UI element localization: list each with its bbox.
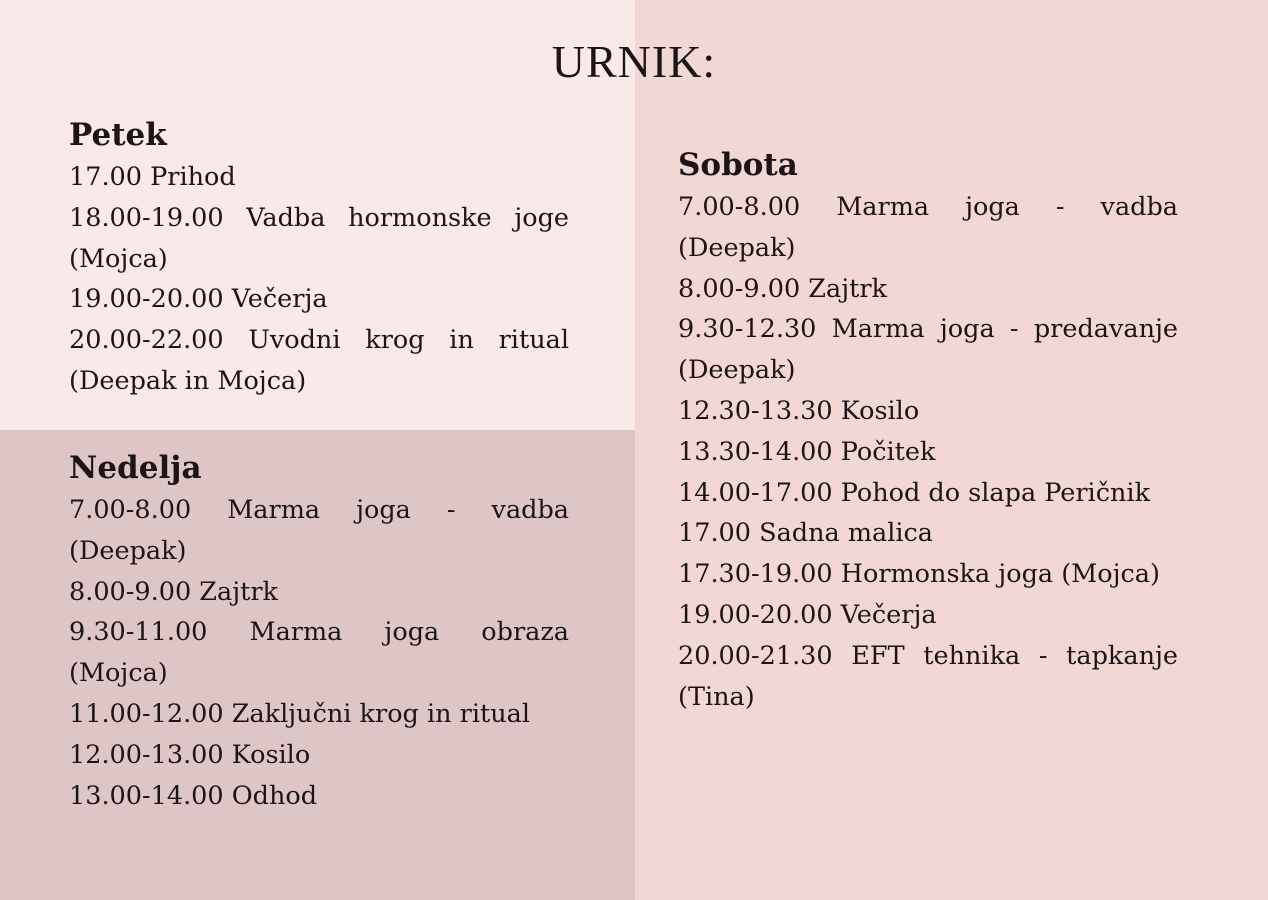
schedule-entry: 20.00-22.00 Uvodni krog in ritual (Deepak in Mojca) [69, 325, 569, 396]
schedule-entry: 9.30-12.30 Marma joga - predavanje (Deepak) [678, 314, 1178, 386]
schedule-entry: 14.00-17.00 Pohod do slapa Peričnik [678, 477, 1151, 508]
schedule-entry: 20.00-21.30 EFT tehnika - tapkanje (Tina) [678, 640, 1178, 712]
day-saturday [678, 143, 1178, 717]
day-sunday [69, 446, 569, 816]
schedule-entry: 7.00-8.00 Marma joga - vadba (Deepak) [678, 192, 1178, 263]
schedule-entry: 19.00-20.00 Večerja [678, 599, 937, 630]
schedule-entry: 12.30-13.30 Kosilo [678, 395, 920, 426]
schedule-entry: 8.00-9.00 Zajtrk [69, 576, 278, 607]
page-title: URNIK: [551, 36, 717, 87]
day-heading-friday: Petek [69, 117, 167, 153]
schedule-entry: 17.00 Sadna malica [678, 518, 934, 549]
day-friday [69, 113, 569, 402]
schedule-entry: 13.30-14.00 Počitek [678, 436, 936, 467]
schedule-entry: 12.00-13.00 Kosilo [69, 739, 311, 770]
schedule-entry: 9.30-11.00 Marma joga obraza (Mojca) [69, 617, 569, 689]
day-heading-sunday: Nedelja [69, 450, 202, 486]
schedule-list-sunday [69, 490, 569, 816]
schedule-entry: 13.00-14.00 Odhod [69, 780, 318, 811]
schedule-entry: 8.00-9.00 Zajtrk [678, 273, 887, 304]
schedule-list-friday [69, 157, 569, 402]
schedule-entry: 18.00-19.00 Vadba hormonske joge (Mojca) [69, 202, 569, 274]
schedule-entry: 11.00-12.00 Zaključni krog in ritual [69, 698, 531, 729]
schedule-entry: 17.00 Prihod [69, 162, 236, 192]
schedule-entry: 19.00-20.00 Večerja [69, 284, 328, 315]
schedule-entry: 17.30-19.00 Hormonska joga (Mojca) [678, 559, 1160, 590]
schedule-list-saturday [678, 187, 1178, 717]
day-heading-saturday: Sobota [678, 147, 798, 183]
schedule-entry: 7.00-8.00 Marma joga - vadba (Deepak) [69, 495, 569, 566]
